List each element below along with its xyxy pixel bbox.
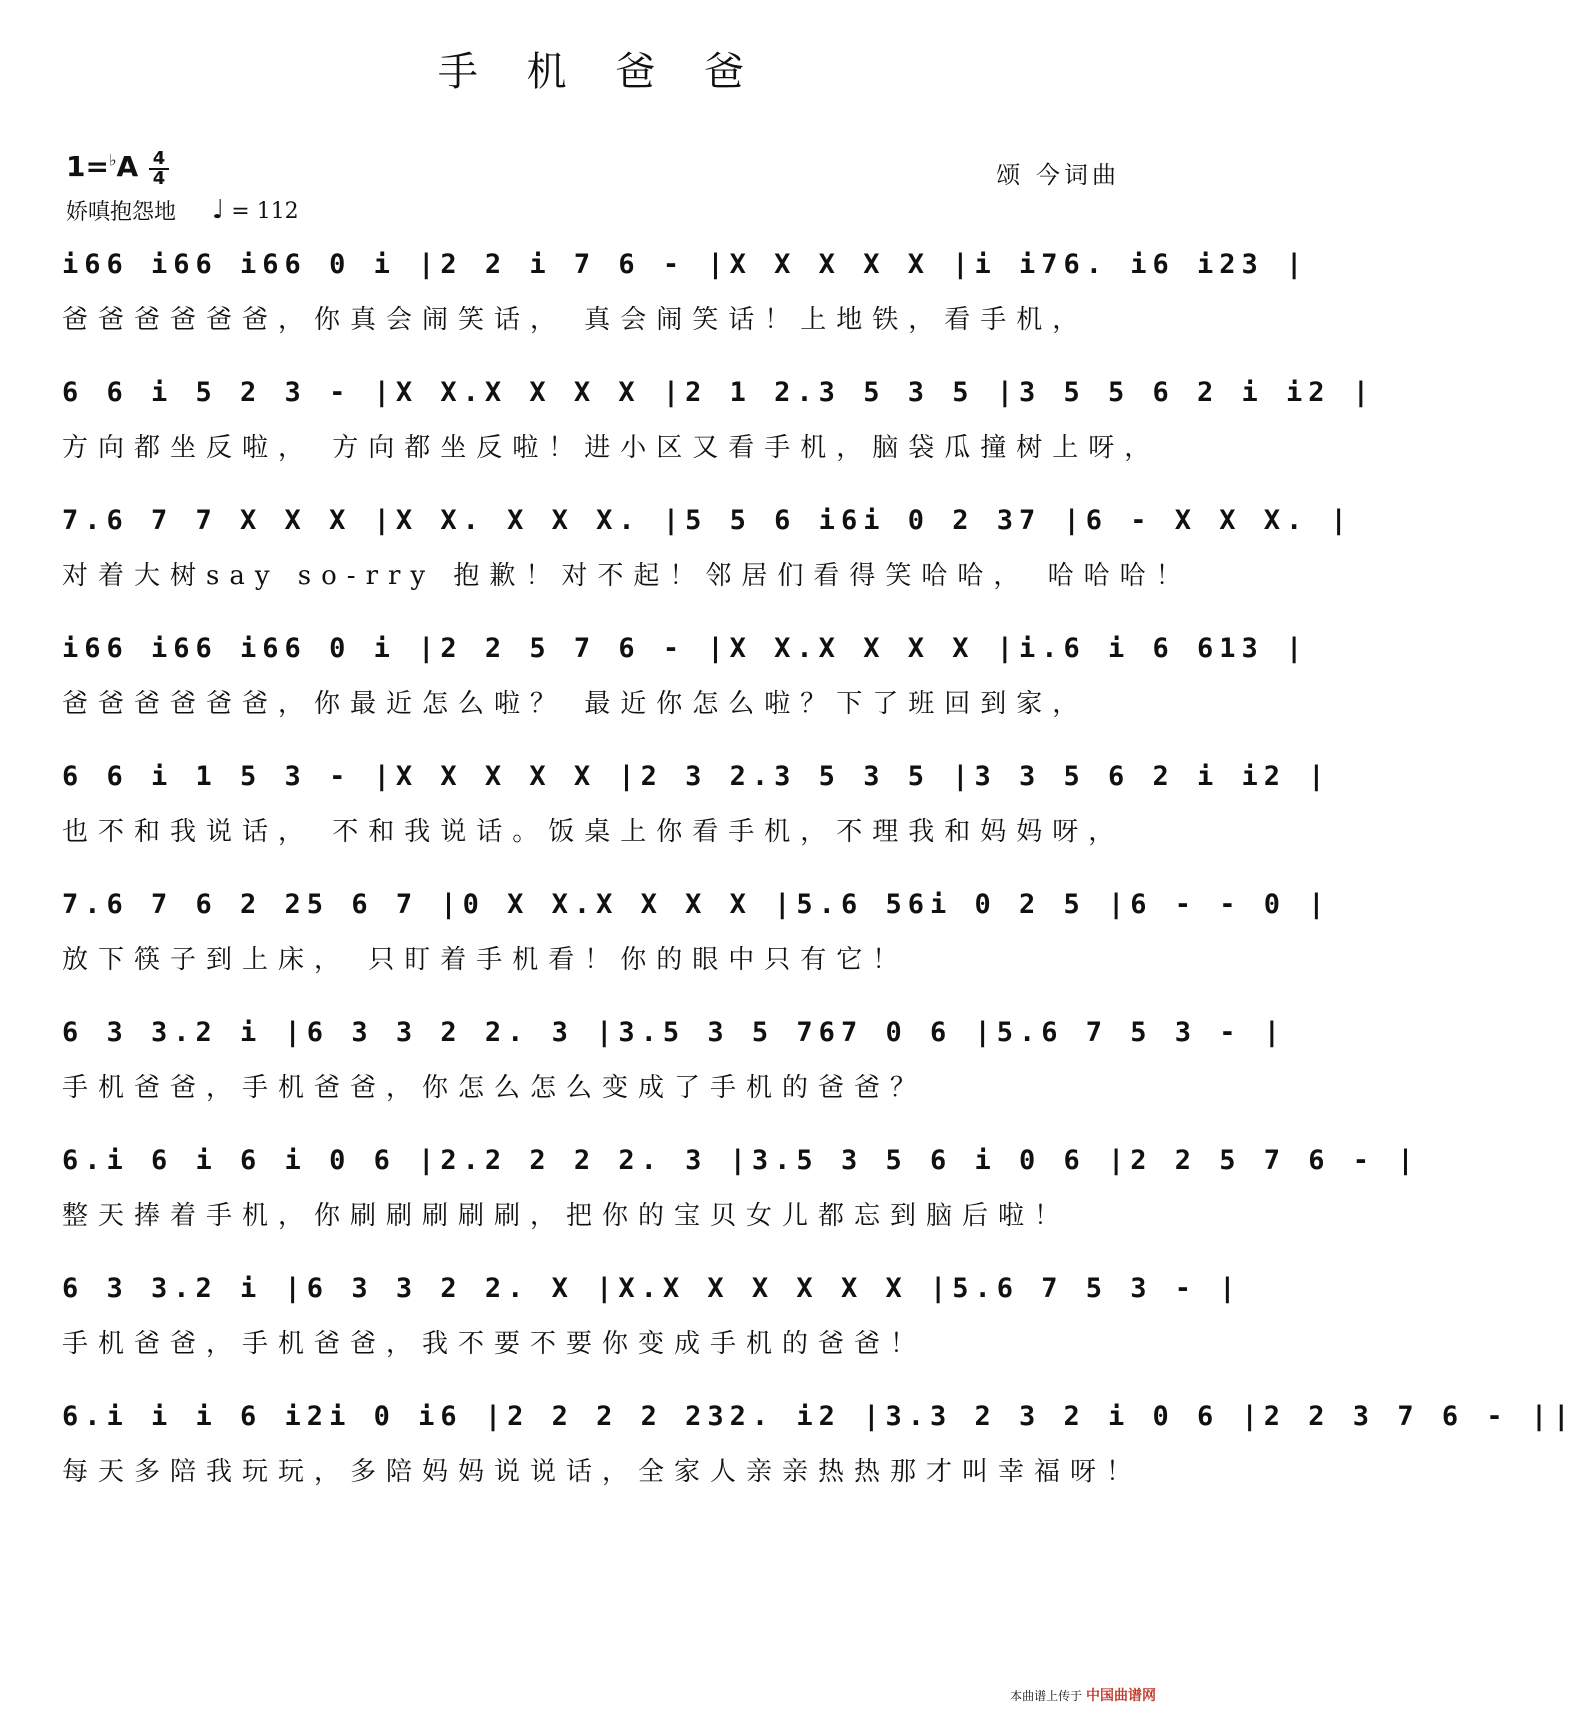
- flat-sign: ♭: [108, 150, 117, 170]
- meter-top: 4: [152, 148, 166, 169]
- score-system: [62, 1138, 1420, 1258]
- lyrics-line: 方向都坐反啦， 方向都坐反啦！进小区又看手机，脑袋瓜撞树上呀，: [62, 433, 1161, 463]
- notation-line: 6 3 3.2 i |6 3 3 2 2. 3 |3.5 3 5 767 0 6 |5.6 7 5 3 - |: [62, 1017, 1287, 1048]
- score-system: [62, 498, 1353, 618]
- site-footer: [1010, 1685, 1156, 1705]
- notation-line: i66 i66 i66 0 i |2 2 5 7 6 - |X X.X X X X |i.6 i 6 613 |: [62, 633, 1309, 664]
- tempo-mark: [212, 195, 299, 225]
- notation-line: 6 6 i 1 5 3 - |X X X X X |2 3 2.3 5 3 5 |3 3 5 6 2 i i2 |: [62, 761, 1331, 792]
- lyrics-line: 也不和我说话， 不和我说话。饭桌上你看手机，不理我和妈妈呀，: [62, 817, 1125, 847]
- notation-line: 6.i i i 6 i2i 0 i6 |2 2 2 2 232. i2 |3.3 2 3 2 i 0 6 |2 2 3 7 6 - ||: [62, 1401, 1575, 1432]
- meter-bottom: 4: [152, 168, 166, 189]
- lyrics-line: 爸爸爸爸爸爸，你真会闹笑话， 真会闹笑话！上地铁，看手机，: [62, 305, 1089, 335]
- notation-line: 6 6 i 5 2 3 - |X X.X X X X |2 1 2.3 5 3 5 |3 5 5 6 2 i i2 |: [62, 377, 1376, 408]
- lyrics-line: 每天多陪我玩玩，多陪妈妈说说话，全家人亲亲热热那才叫幸福呀！: [62, 1457, 1143, 1487]
- notation-line: i66 i66 i66 0 i |2 2 i 7 6 - |X X X X X |i i76. i6 i23 |: [62, 249, 1309, 280]
- notation-line: 6.i 6 i 6 i 0 6 |2.2 2 2 2. 3 |3.5 3 5 6 i 0 6 |2 2 5 7 6 - |: [62, 1145, 1420, 1176]
- score-system: [62, 242, 1309, 362]
- page-title: 手 机 爸 爸: [437, 49, 763, 95]
- notation-line: 7.6 7 6 2 25 6 7 |0 X X.X X X X |5.6 56i 0 2 5 |6 - - 0 |: [62, 889, 1331, 920]
- time-signature: [148, 150, 170, 188]
- key-prefix: 1=: [66, 150, 109, 183]
- score-system: [62, 882, 1331, 1002]
- score-system: [62, 1266, 1242, 1386]
- score-system: [62, 626, 1309, 746]
- lyrics-line: 手机爸爸，手机爸爸，你怎么怎么变成了手机的爸爸？: [62, 1073, 927, 1103]
- key-signature: [66, 150, 138, 183]
- lyrics-line: 爸爸爸爸爸爸，你最近怎么啦？ 最近你怎么啦？下了班回到家，: [62, 689, 1089, 719]
- tempo-value: = 112: [231, 199, 299, 224]
- expression-mark: 娇嗔抱怨地: [66, 200, 177, 225]
- site-logo: 中国曲谱网: [1086, 1688, 1156, 1704]
- lyrics-line: 放下筷子到上床， 只盯着手机看！你的眼中只有它！: [62, 945, 909, 975]
- footer-text: 本曲谱上传于: [1010, 1689, 1083, 1703]
- score-system: [62, 754, 1331, 874]
- key-note: A: [116, 150, 139, 183]
- notation-line: 6 3 3.2 i |6 3 3 2 2. X |X.X X X X X X |5.6 7 5 3 - |: [62, 1273, 1242, 1304]
- lyrics-line: 整天捧着手机，你刷刷刷刷刷，把你的宝贝女儿都忘到脑后啦！: [62, 1201, 1071, 1231]
- notation-line: 7.6 7 7 X X X |X X. X X X. |5 5 6 i6i 0 2 37 |6 - X X X. |: [62, 505, 1353, 536]
- quarter-note-icon: ♩: [212, 195, 225, 225]
- composer-credit: 颂 今词曲: [996, 161, 1120, 189]
- score-system: [62, 1010, 1287, 1130]
- score-system: [62, 370, 1376, 490]
- lyrics-line: 手机爸爸，手机爸爸，我不要不要你变成手机的爸爸！: [62, 1329, 927, 1359]
- lyrics-line: 对着大树say so-rry 抱歉！对不起！邻居们看得笑哈哈， 哈哈哈！: [62, 561, 1192, 591]
- score-system: [62, 1394, 1575, 1514]
